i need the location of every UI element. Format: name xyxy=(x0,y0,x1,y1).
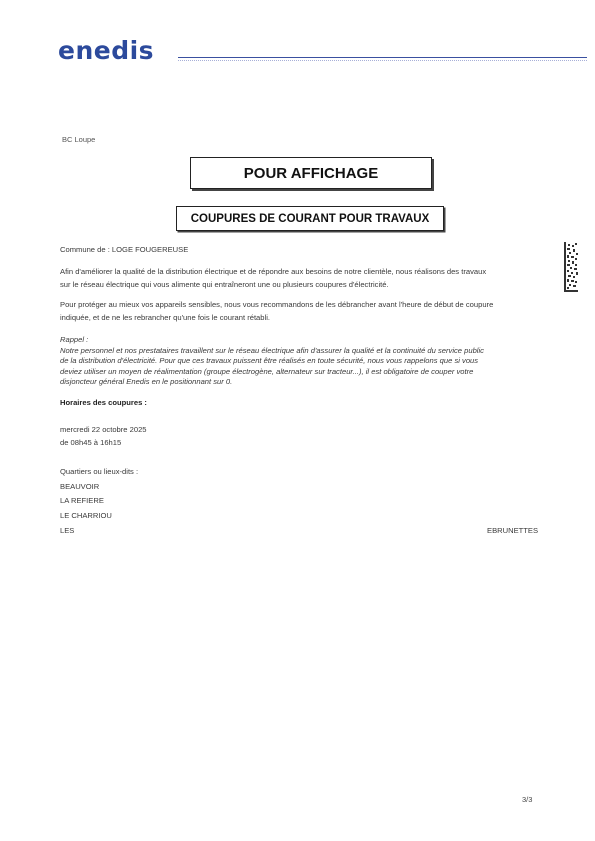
advice-line: indiquée, et de ne les rebrancher qu'une fois le courant rétabli. xyxy=(60,312,270,322)
rappel-line: de la distribution d'électricité. Pour que ces travaux puissent être réalisés en toute sécurité, nous vous rappelons que si vous xyxy=(60,356,479,365)
place-item: LA REFIERE xyxy=(60,496,104,505)
title-box xyxy=(190,157,432,189)
intro-paragraph xyxy=(60,266,486,291)
header-rule xyxy=(178,57,587,58)
cut-time: de 08h45 à 16h15 xyxy=(60,438,122,447)
subtitle-box xyxy=(176,206,444,231)
datamatrix-code xyxy=(564,242,578,292)
page-number: 3/3 xyxy=(522,795,533,804)
place-item-right: EBRUNETTES xyxy=(487,526,539,535)
rappel-line: deviez utiliser un moyen de réalimentation (groupe électrogène, alternateur sur tracteur...), il est obligatoire de couper votre xyxy=(60,366,474,376)
place-item: LE CHARRIOU xyxy=(60,511,112,520)
cut-date: mercredi 22 octobre 2025 xyxy=(60,425,147,434)
rappel-section xyxy=(60,335,484,388)
subtitle-text: COUPURES DE COURANT POUR TRAVAUX xyxy=(190,212,430,225)
advice-paragraph xyxy=(60,299,493,324)
advice-line: Pour protéger au mieux vos appareils sensibles, nous vous recommandons de les débrancher avant l'heure de début de coupure xyxy=(60,300,494,309)
intro-line: Afin d'améliorer la qualité de la distribution électrique et de répondre aux besoins de notre clientèle, nous réalisons des travaux xyxy=(60,267,487,276)
intro-line: sur le réseau électrique qui vous alimente qui entraîneront une ou plusieurs coupures d'électricité. xyxy=(60,279,389,289)
horaires-title: Horaires des coupures : xyxy=(60,398,147,407)
document-reference: BC Loupe xyxy=(62,135,96,144)
quartiers-title: Quartiers ou lieux-dits : xyxy=(60,467,139,476)
rappel-title: Rappel : xyxy=(60,335,89,344)
header-rule-dotted xyxy=(178,60,587,61)
enedis-logo: enedis xyxy=(58,36,155,65)
commune-line: Commune de : LOGE FOUGEREUSE xyxy=(60,245,189,254)
title-text: POUR AFFICHAGE xyxy=(243,164,379,182)
place-item: LES xyxy=(60,526,75,535)
place-item: BEAUVOIR xyxy=(60,482,100,491)
rappel-line: disjoncteur général Enedis en le positionnant sur 0. xyxy=(60,377,233,386)
rappel-line: Notre personnel et nos prestataires travaillent sur le réseau électrique afin d'assurer la qualité et la continuité du service public xyxy=(60,345,484,355)
